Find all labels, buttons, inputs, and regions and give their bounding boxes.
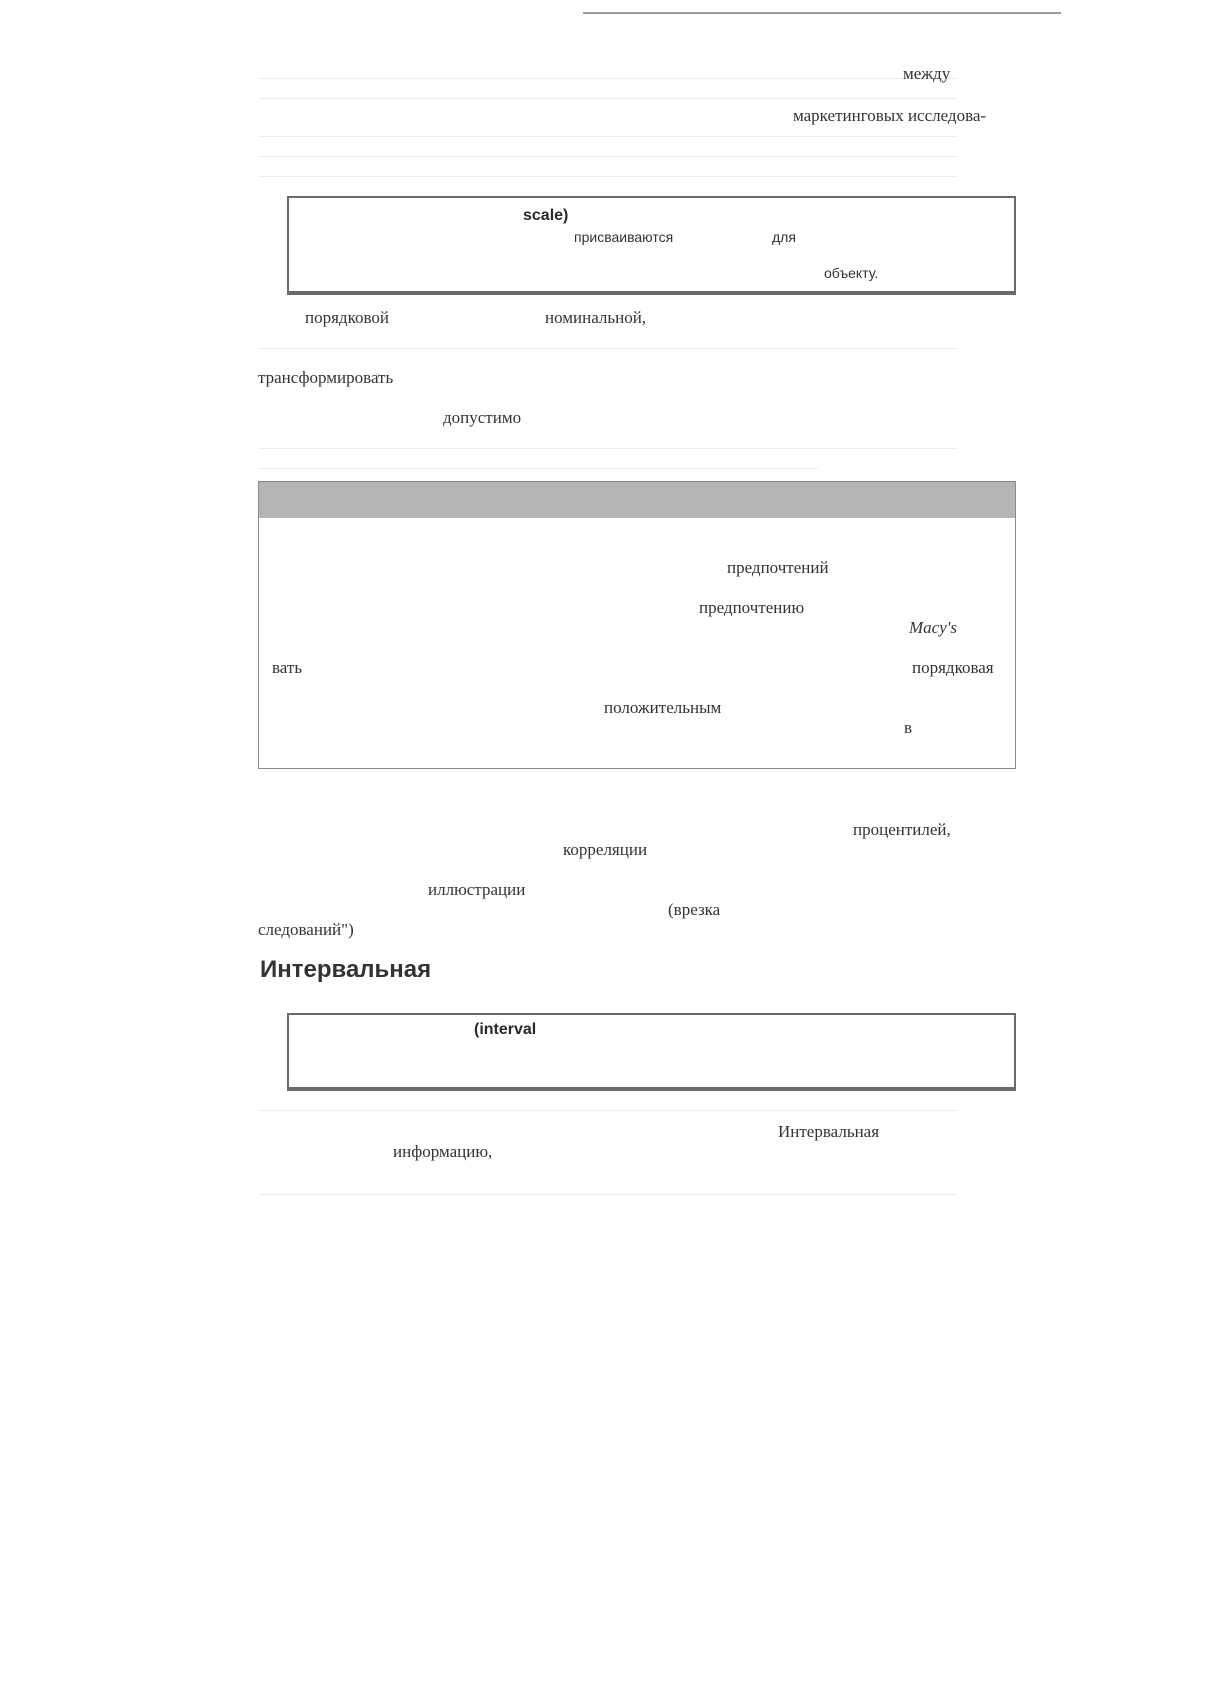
faint-text-line — [258, 136, 958, 137]
interval-scale-definition-box — [287, 1013, 1016, 1091]
example-word-ordinal: порядковая — [912, 658, 994, 677]
example-word-positive: положительным — [604, 698, 722, 717]
word-ordinal: порядковой — [305, 308, 389, 327]
faint-text-line — [258, 98, 958, 99]
ordinal-scale-definition-box — [287, 196, 1016, 295]
definition-word-object: объекту. — [824, 265, 879, 281]
example-word-preferences: предпочтений — [727, 558, 829, 577]
example-word-vat: вать — [272, 658, 303, 677]
word-nominal: номинальной, — [545, 308, 647, 327]
word-illustration: иллюстрации — [428, 880, 526, 899]
faint-text-line — [258, 448, 958, 449]
ordinal-scale-term: scale) — [523, 207, 569, 224]
faint-text-line — [258, 1194, 958, 1195]
example-brand-macys: Macy's — [909, 618, 958, 637]
interval-scale-term: (interval — [474, 1021, 537, 1038]
definition-word-for: для — [772, 229, 796, 245]
faint-text-line — [258, 78, 958, 79]
closing-word-interval: Интервальная — [778, 1122, 880, 1141]
example-word-preference: предпочтению — [699, 598, 805, 617]
word-correlation: корреляции — [563, 840, 648, 859]
faint-text-line — [258, 156, 958, 157]
example-box — [258, 481, 1016, 769]
faint-text-line — [258, 1110, 958, 1111]
section-heading-interval: Интервальная — [260, 956, 432, 983]
word-permissible: допустимо — [443, 408, 522, 427]
definition-word-assigned: присваиваются — [574, 229, 674, 245]
top-rule — [583, 12, 1061, 14]
intro-word-between: между — [903, 64, 951, 83]
word-transform: трансформировать — [258, 368, 394, 387]
closing-word-information: информацию, — [393, 1142, 493, 1161]
intro-word-marketing-research: маркетинговых исследова- — [793, 106, 987, 125]
example-word-in: в — [904, 718, 913, 737]
example-box-header-band — [259, 482, 1015, 518]
word-percentiles: процентилей, — [853, 820, 951, 839]
faint-text-line — [258, 348, 958, 349]
word-inset: (врезка — [668, 900, 721, 919]
faint-text-line — [258, 468, 818, 469]
word-research: следований") — [258, 920, 354, 939]
faint-text-line — [258, 176, 958, 177]
